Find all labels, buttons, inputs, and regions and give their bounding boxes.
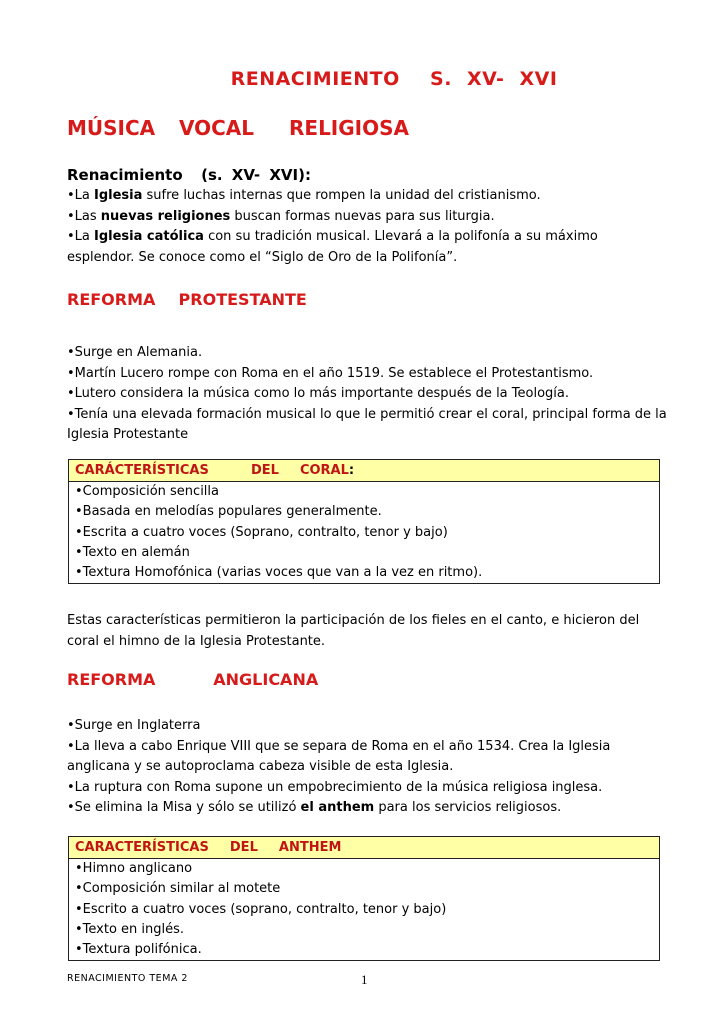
protestante-list	[67, 343, 667, 446]
bold-text: Iglesia católica	[94, 229, 204, 244]
box-header	[69, 460, 659, 482]
text: •Las	[67, 208, 101, 224]
box-item: •Himno anglicano	[75, 861, 193, 876]
bold-text: el anthem	[300, 800, 375, 815]
page-title: RENACIMIENTO S. XV- XVI	[230, 68, 558, 90]
intro-item	[67, 186, 667, 207]
list-item	[67, 798, 662, 819]
section-heading-anglicana: REFORMA ANGLICANA	[67, 670, 319, 689]
list-item: •Martín Lucero rompe con Roma en el año 1519. Se establece el Protestantismo.	[67, 365, 594, 381]
text: para los servicios religiosos.	[374, 800, 562, 815]
box-header: CARACTERÍSTICAS DEL ANTHEM	[69, 837, 659, 859]
page-number: 1	[361, 972, 368, 987]
list-item: •Surge en Inglaterra	[67, 718, 201, 733]
footer-label: RENACIMIENTO TEMA 2	[67, 973, 188, 984]
text: •La	[67, 188, 95, 203]
box-title: CARÁCTERÍSTICAS DEL CORAL	[75, 463, 349, 478]
heading-word: MÚSICA	[67, 116, 156, 140]
bold-text: nuevas religiones	[100, 208, 231, 224]
box-item: •Textura polifónica.	[75, 942, 202, 958]
text: sufre luchas internas que rompen la unidad del cristianismo.	[142, 188, 541, 203]
text: •Se elimina la Misa y sólo se utilizó	[67, 800, 301, 815]
intro-item	[67, 227, 667, 268]
box-item: •Textura Homofónica (varias voces que van a la vez en ritmo).	[75, 565, 483, 581]
bold-text: Iglesia	[94, 188, 143, 203]
anglicana-list	[67, 716, 662, 819]
box-item: •Escrita a cuatro voces (Soprano, contralto, tenor y bajo)	[75, 524, 448, 540]
anthem-characteristics-box	[68, 836, 660, 961]
intro-subtitle: Renacimiento (s. XV- XVI):	[67, 166, 311, 184]
box-item: •Basada en melodías populares generalmente.	[75, 504, 382, 520]
intro-item	[67, 207, 667, 228]
list-item: •Tenía una elevada formación musical lo que le permitió crear el coral, principal forma de la Iglesia Protestante	[67, 406, 667, 442]
box-item: •Composición similar al motete	[75, 881, 281, 897]
list-item: •La lleva a cabo Enrique VIII que se separa de Roma en el año 1534. Crea la Iglesia anglicana y se autoproclama cabeza visible de esta Iglesia.	[67, 738, 611, 774]
box-item: •Texto en alemán	[75, 544, 190, 560]
text: •La	[67, 229, 95, 244]
section-heading-musica-vocal	[67, 116, 409, 140]
intro-list	[67, 186, 667, 268]
list-item: •Surge en Alemania.	[67, 345, 203, 360]
text: buscan formas nuevas para sus liturgia.	[230, 208, 495, 224]
box-item: •Texto en inglés.	[75, 921, 185, 937]
box-item: •Composición sencilla	[75, 484, 219, 499]
text: con su tradición musical. Llevará a la polifonía a su máximo esplendor. Se conoce como el “Siglo de Oro de la Polifonía”.	[67, 229, 598, 265]
box-item: •Escrito a cuatro voces (soprano, contralto, tenor y bajo)	[75, 901, 447, 917]
heading-word: RELIGIOSA	[289, 116, 409, 140]
coral-characteristics-box	[68, 459, 660, 584]
heading-word: VOCAL	[179, 116, 255, 140]
section-heading-protestante: REFORMA PROTESTANTE	[67, 290, 307, 309]
box-title-colon: :	[348, 463, 355, 478]
list-item: •La ruptura con Roma supone un empobrecimiento de la música religiosa inglesa.	[67, 779, 603, 795]
coral-conclusion: Estas características permitieron la participación de los fieles en el canto, e hicieron del coral el himno de la Iglesia Protestante.	[67, 613, 640, 649]
list-item: •Lutero considera la música como lo más importante después de la Teología.	[67, 386, 569, 401]
